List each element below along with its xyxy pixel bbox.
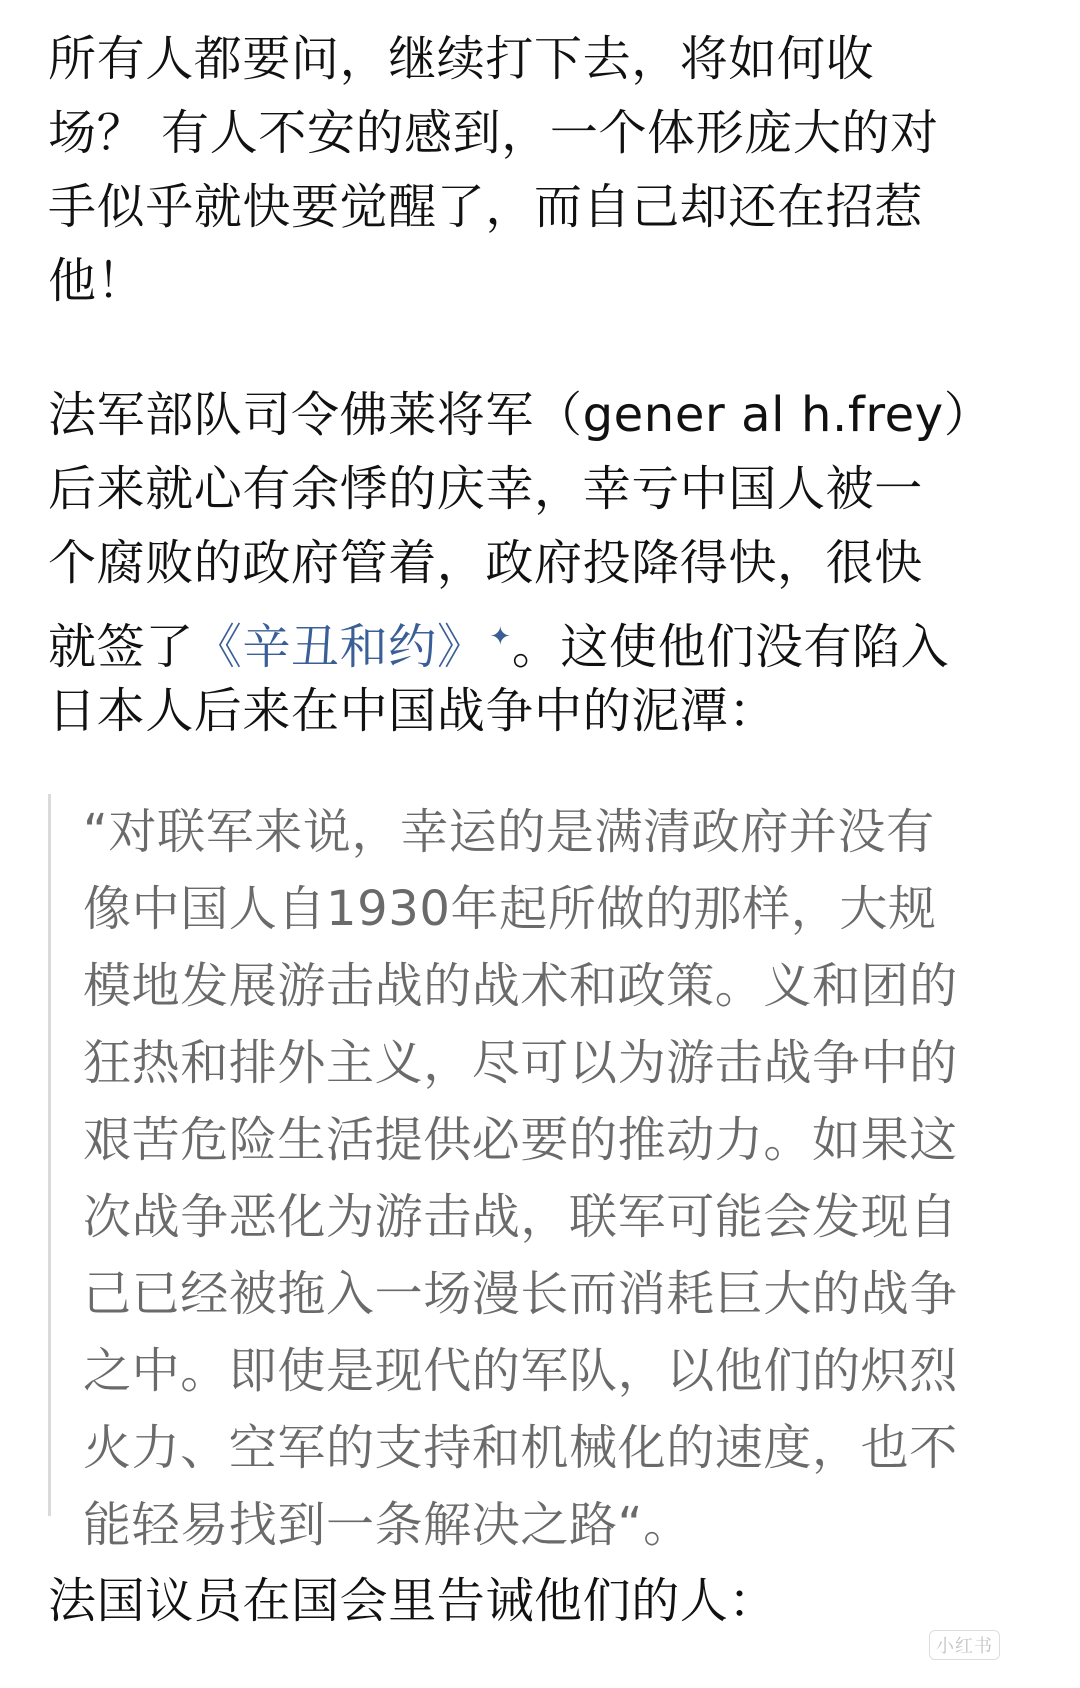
watermark-logo: 小红书 [929, 1630, 1000, 1660]
paragraph-line: 个腐败的政府管着，政府投降得快，很快 [48, 535, 923, 591]
blockquote-text [83, 794, 958, 1564]
blockquote [48, 794, 1051, 1553]
paragraph-line: 日本人后来在中国战争中的泥潭： [48, 683, 778, 739]
quote-line: 能轻易找到一条解决之路“。 [83, 1497, 692, 1553]
quote-line: 火力、空军的支持和机械化的速度，也不 [83, 1420, 958, 1476]
treaty-link[interactable]: 《辛丑和约》 [193, 619, 486, 675]
quote-line: 之中。即使是现代的军队，以他们的炽烈 [83, 1343, 958, 1399]
paragraph-3 [48, 1564, 1038, 1638]
quote-line: 像中国人自1930年起所做的那样，大规 [83, 881, 937, 937]
quote-line: 狂热和排外主义，尽可以为游击战争中的 [83, 1035, 958, 1091]
quote-line: 艰苦危险生活提供必要的推动力。如果这 [83, 1112, 958, 1168]
paragraph-line: 法国议员在国会里告诫他们的人： [48, 1573, 778, 1629]
quote-line: 模地发展游击战的战术和政策。义和团的 [83, 958, 958, 1014]
quote-line: 己已经被拖入一场漫长而消耗巨大的战争 [83, 1266, 958, 1322]
paragraph-2 [48, 378, 1038, 748]
paragraph-line-with-link [48, 600, 1038, 674]
paragraph-line: 手似乎就快要觉醒了，而自己却还在招惹 [48, 179, 923, 235]
line-suffix: 。这使他们没有陷入 [511, 619, 950, 675]
line-prefix: 就签了 [48, 619, 194, 675]
sparkle-icon: ✦ [489, 622, 512, 652]
paragraph-line: 所有人都要问，继续打下去，将如何收 [48, 31, 875, 87]
paragraph-line: 法军部队司令佛莱将军（gener al h.frey） [48, 387, 993, 443]
paragraph-line: 后来就心有余悸的庆幸，幸亏中国人被一 [48, 461, 923, 517]
paragraph-1 [48, 22, 1038, 318]
quote-line: “对联军来说，幸运的是满清政府并没有 [83, 804, 935, 860]
paragraph-line: 场？ 有人不安的感到，一个体形庞大的对 [48, 105, 939, 161]
quote-line: 次战争恶化为游击战，联军可能会发现自 [83, 1189, 958, 1245]
paragraph-line: 他！ [48, 253, 146, 309]
